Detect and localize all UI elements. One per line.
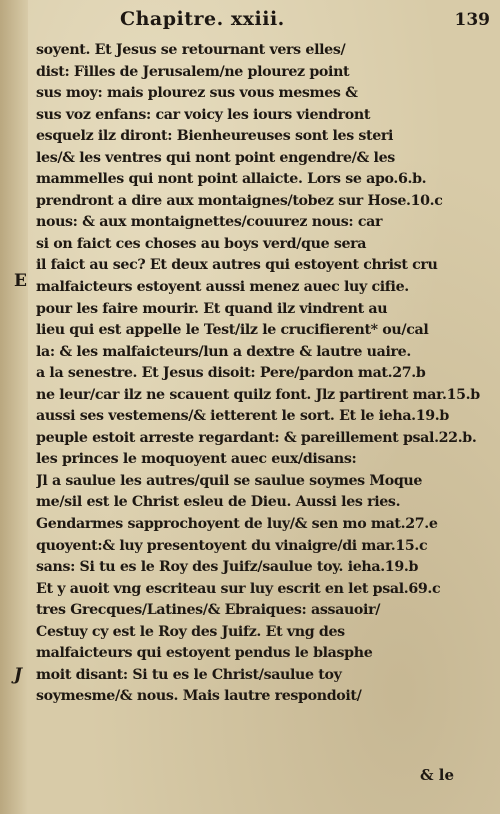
text-line: Jl a saulue les autres/quil se saulue soymes Moque — [36, 472, 423, 489]
text-line: me/sil est le Christ esleu de Dieu. Aussi les ries. — [36, 494, 401, 511]
text-line: ne leur/car ilz ne scauent quilz font. Jlz partirent mar.15.b — [36, 386, 480, 403]
catchword: & le — [420, 766, 455, 784]
text-line: lieu qui est appelle le Test/ilz le crucifierent* ou/cal — [36, 322, 429, 339]
text-line: moit disant: Si tu es le Christ/saulue toy — [36, 666, 342, 683]
text-line: esquelz ilz diront: Bienheureuses sont les steri — [36, 128, 394, 145]
text-line: si on faict ces choses au boys verd/que sera — [36, 235, 367, 252]
body-text — [36, 40, 491, 708]
page-number: 139 — [454, 10, 490, 30]
text-line: peuple estoit arreste regardant: & pareillement psal.22.b. — [36, 429, 477, 446]
text-line: quoyent:& luy presentoyent du vinaigre/di mar.15.c — [36, 537, 428, 554]
text-line: nous: & aux montaignettes/couurez nous: car — [36, 214, 383, 231]
text-line: sans: Si tu es le Roy des Juifz/saulue toy. ieha.19.b — [36, 559, 419, 576]
text-line: la: & les malfaicteurs/lun a dextre & lautre uaire. — [36, 343, 411, 360]
margin-mark-section-e: E — [14, 271, 27, 291]
text-line: sus voz enfans: car voicy les iours viendront — [36, 106, 371, 123]
text-line: sus moy: mais plourez sus vous mesmes & — [36, 85, 358, 102]
text-line: aussi ses vestemens/& ietterent le sort. Et le ieha.19.b — [36, 408, 449, 425]
margin-mark-section-f: J — [14, 665, 23, 685]
text-line: Gendarmes sapprochoyent de luy/& sen mo mat.27.e — [36, 516, 438, 533]
text-line: il faict au sec? Et deux autres qui estoyent christ cru — [36, 257, 438, 274]
text-line: Cestuy cy est le Roy des Juifz. Et vng des — [36, 623, 345, 640]
text-line: tres Grecques/Latines/& Ebraiques: assauoir/ — [36, 602, 381, 619]
text-line: a la senestre. Et Jesus disoit: Pere/pardon mat.27.b — [36, 365, 426, 382]
running-title: Chapitre. xxiii. — [120, 8, 285, 30]
text-line: soymesme/& nous. Mais lautre respondoit/ — [36, 688, 362, 705]
text-line: mammelles qui nont point allaicte. Lors se apo.6.b. — [36, 171, 427, 188]
text-line: les/& les ventres qui nont point engendre/& les — [36, 149, 395, 166]
text-line: malfaicteurs qui estoyent pendus le blasphe — [36, 645, 373, 662]
page-header — [120, 6, 490, 36]
text-line: les princes le moquoyent auec eux/disans: — [36, 451, 357, 468]
text-line: soyent. Et Jesus se retournant vers elles/ — [36, 42, 346, 58]
page-gutter — [0, 0, 28, 814]
text-line: dist: Filles de Jerusalem/ne plourez point — [36, 63, 350, 80]
text-line: Et y auoit vng escriteau sur luy escrit en let psal.69.c — [36, 580, 441, 597]
text-line: prendront a dire aux montaignes/tobez sur Hose.10.c — [36, 192, 443, 209]
text-line: malfaicteurs estoyent aussi menez auec luy cifie. — [36, 279, 409, 296]
text-line: pour les faire mourir. Et quand ilz vindrent au — [36, 300, 388, 317]
